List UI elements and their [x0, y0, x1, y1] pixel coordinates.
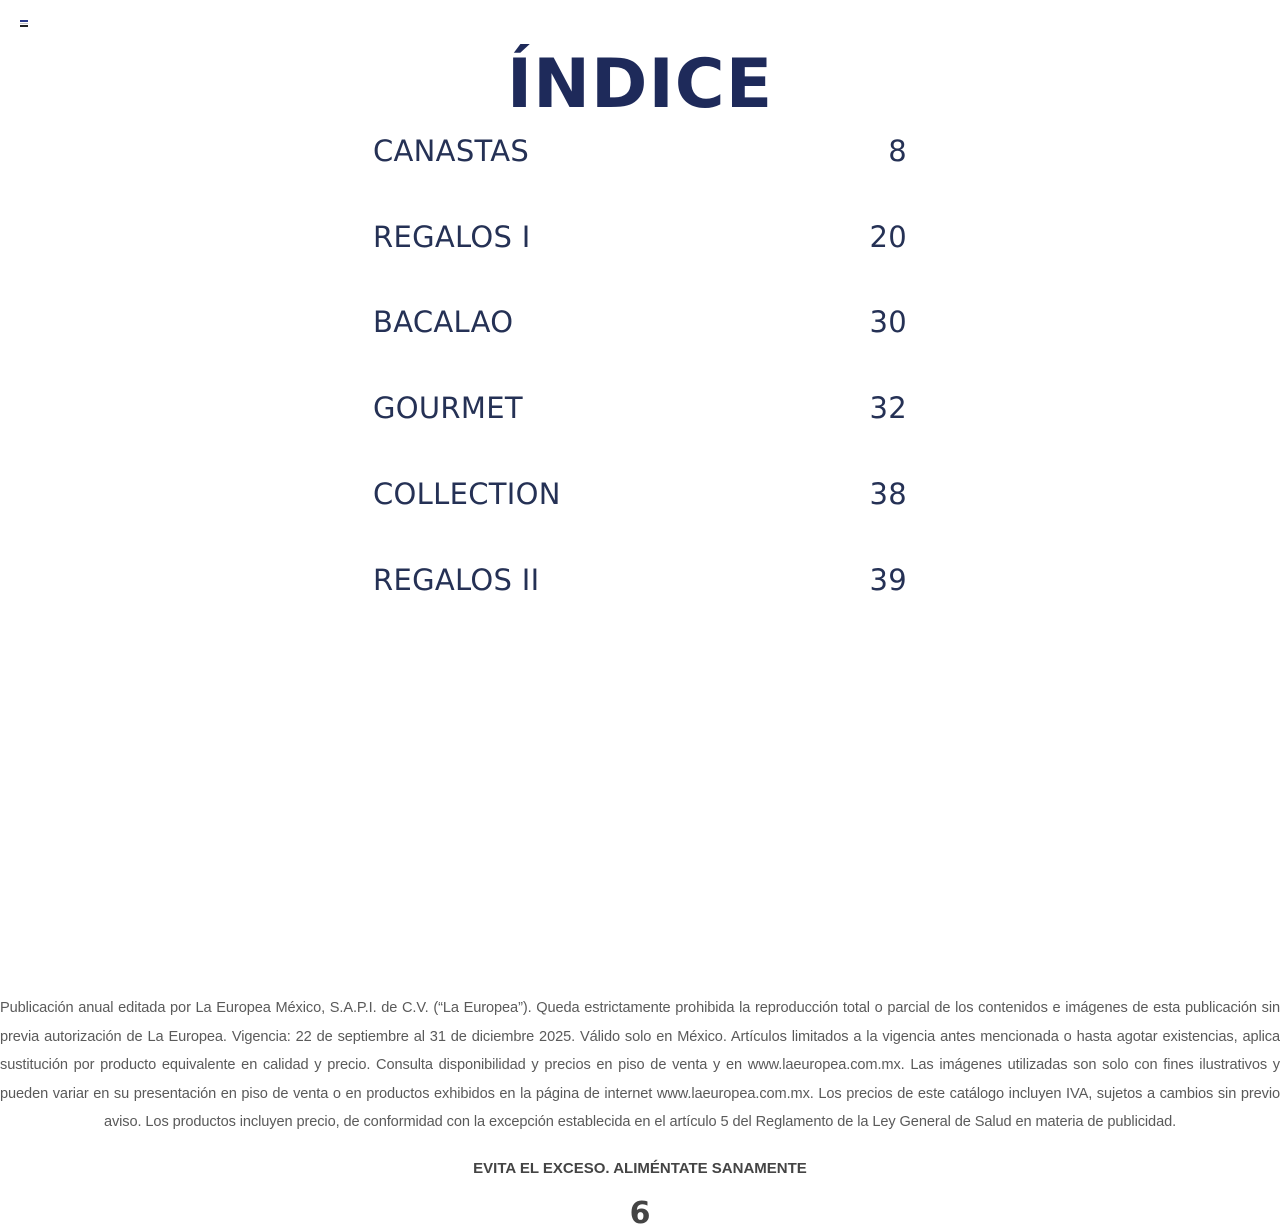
flag-stripe-bottom: [20, 25, 28, 27]
toc-page-number: 39: [869, 562, 907, 597]
toc-page-number: 32: [869, 391, 907, 426]
toc-row-collection: [373, 451, 907, 537]
table-of-contents: [373, 108, 907, 623]
toc-section-name: REGALOS II: [373, 562, 540, 597]
toc-section-name: REGALOS I: [373, 219, 531, 254]
flag-icon: [20, 20, 28, 27]
legal-disclaimer: Publicación anual editada por La Europea México, S.A.P.I. de C.V. (“La Europea”). Queda estrictamente prohibida la reproducción total o parcial de los contenidos e imágenes de esta publicación sin previa autorización de La Europea. Vigencia: 22 de septiembre al 31 de diciembre 2025. Válido solo en México. Artículos limitados a la vigencia antes mencionada o hasta agotar existencias, aplica sustitución por producto equivalente en calidad y precio. Consulta disponibilidad y precios en piso de venta y en www.laeuropea.com.mx. Las imágenes utilizadas son solo con fines ilustrativos y pueden variar en su presentación en piso de venta o en productos exhibidos en la página de internet www.laeuropea.com.mx. Los precios de este catálogo incluyen IVA, sujetos a cambios sin previo aviso. Los productos incluyen precio, de conformidad con la excepción establecida en el artículo 5 del Reglamento de la Ley General de Salud en materia de publicidad.: [0, 1000, 1280, 1131]
toc-page-number: 38: [869, 477, 907, 512]
toc-row-regalos-i: [373, 194, 907, 280]
toc-section-name: GOURMET: [373, 391, 523, 426]
toc-page-number: 8: [888, 133, 907, 168]
flag-stripe-middle: [20, 23, 28, 25]
toc-row-gourmet: [373, 365, 907, 451]
toc-section-name: CANASTAS: [373, 133, 530, 168]
page-number: 6: [629, 1196, 651, 1231]
toc-page-number: 20: [869, 219, 907, 254]
toc-section-name: BACALAO: [373, 305, 514, 340]
toc-section-name: COLLECTION: [373, 477, 561, 512]
page-title: ÍNDICE: [506, 44, 774, 124]
health-motto: EVITA EL EXCESO. ALIMÉNTATE SANAMENTE: [473, 1160, 807, 1177]
toc-row-bacalao: [373, 280, 907, 366]
toc-page-number: 30: [869, 305, 907, 340]
flag-stripe-top: [20, 20, 28, 22]
toc-row-regalos-ii: [373, 537, 907, 623]
toc-row-canastas: [373, 108, 907, 194]
